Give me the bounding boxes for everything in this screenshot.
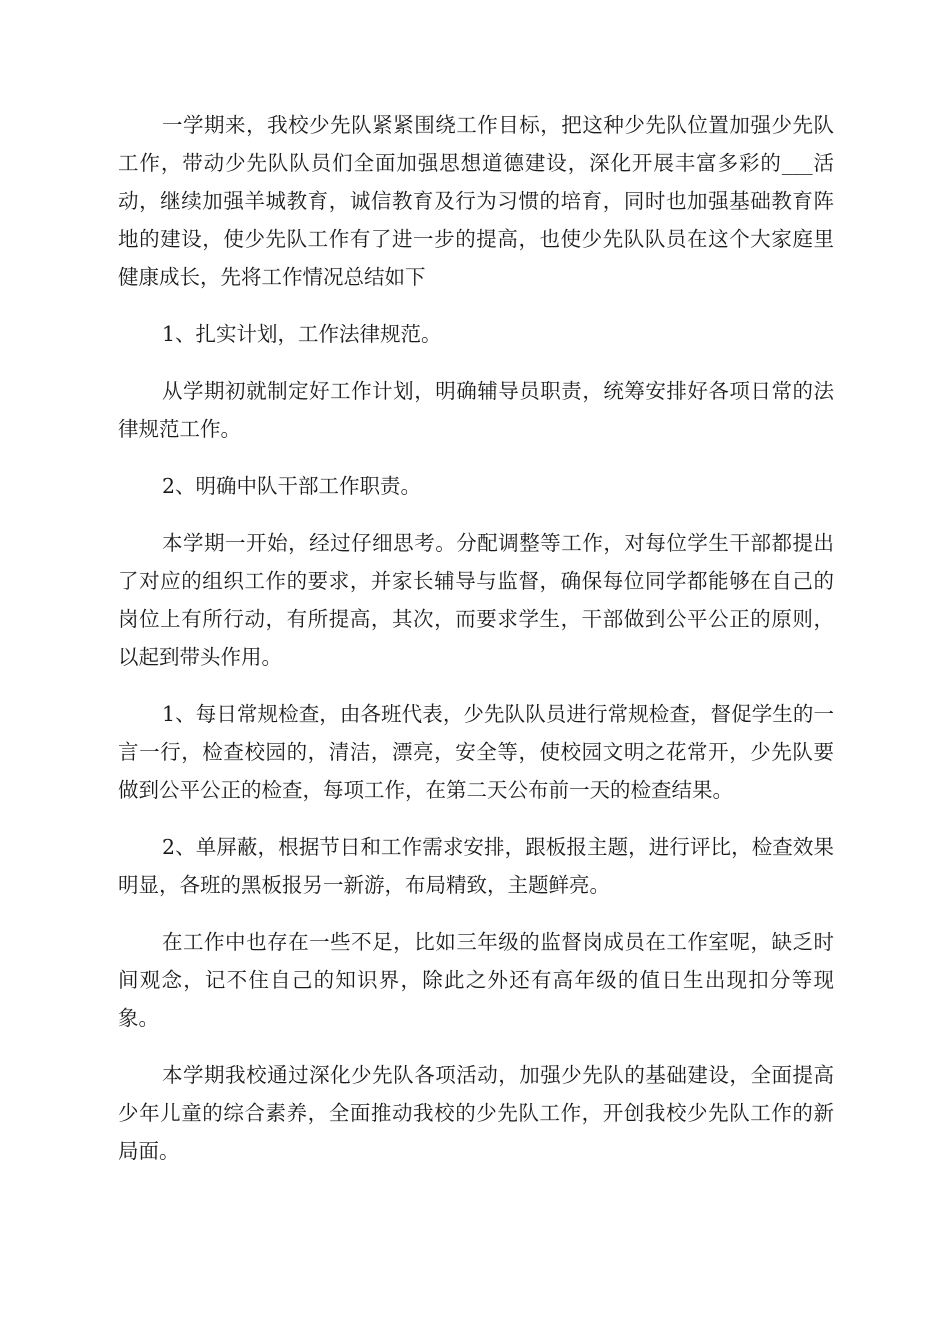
paragraph-duties: 本学期一开始，经过仔细思考。分配调整等工作，对每位学生干部都提出了对应的组织工作的要求，并家长辅导与监督，确保每位同学都能够在自己的岗位上有所行动，有所提高，其次，而要求学生，干部做到公平公正的原则，以起到带头作用。 [118, 531, 834, 669]
paragraph-blackboard: 2、单屏蔽，根据节日和工作需求安排，跟板报主题，进行评比，检查效果明显，各班的黑板报另一新游，布局精致，主题鲜亮。 [118, 835, 834, 897]
heading-plan: 1、扎实计划，工作法律规范。 [162, 322, 442, 346]
paragraph-plan: 从学期初就制定好工作计划，明确辅导员职责，统筹安排好各项日常的法律规范工作。 [118, 379, 834, 441]
paragraph-shortcomings: 在工作中也存在一些不足，比如三年级的监督岗成员在工作室呢，缺乏时间观念，记不住自己的知识界，除此之外还有高年级的值日生出现扣分等现象。 [118, 930, 834, 1030]
paragraph-intro: 一学期来，我校少先队紧紧围绕工作目标，把这种少先队位置加强少先队工作，带动少先队队员们全面加强思想道德建设，深化开展丰富多彩的___活动，继续加强羊城教育，诚信教育及行为习惯的培育，同时也加强基础教育阵地的建设，使少先队工作有了进一步的提高，也使少先队队员在这个大家庭里健康成长，先将工作情况总结如下 [118, 113, 834, 289]
document-page [118, 106, 834, 1189]
heading-duties: 2、明确中队干部工作职责。 [162, 474, 422, 498]
paragraph-conclusion: 本学期我校通过深化少先队各项活动，加强少先队的基础建设，全面提高少年儿童的综合素养，全面推动我校的少先队工作，开创我校少先队工作的新局面。 [118, 1063, 834, 1163]
paragraph-daily-check: 1、每日常规检查，由各班代表，少先队队员进行常规检查，督促学生的一言一行，检查校园的，清洁，漂亮，安全等，使校园文明之花常开，少先队要做到公平公正的检查，每项工作，在第二天公布前一天的检查结果。 [118, 702, 834, 802]
